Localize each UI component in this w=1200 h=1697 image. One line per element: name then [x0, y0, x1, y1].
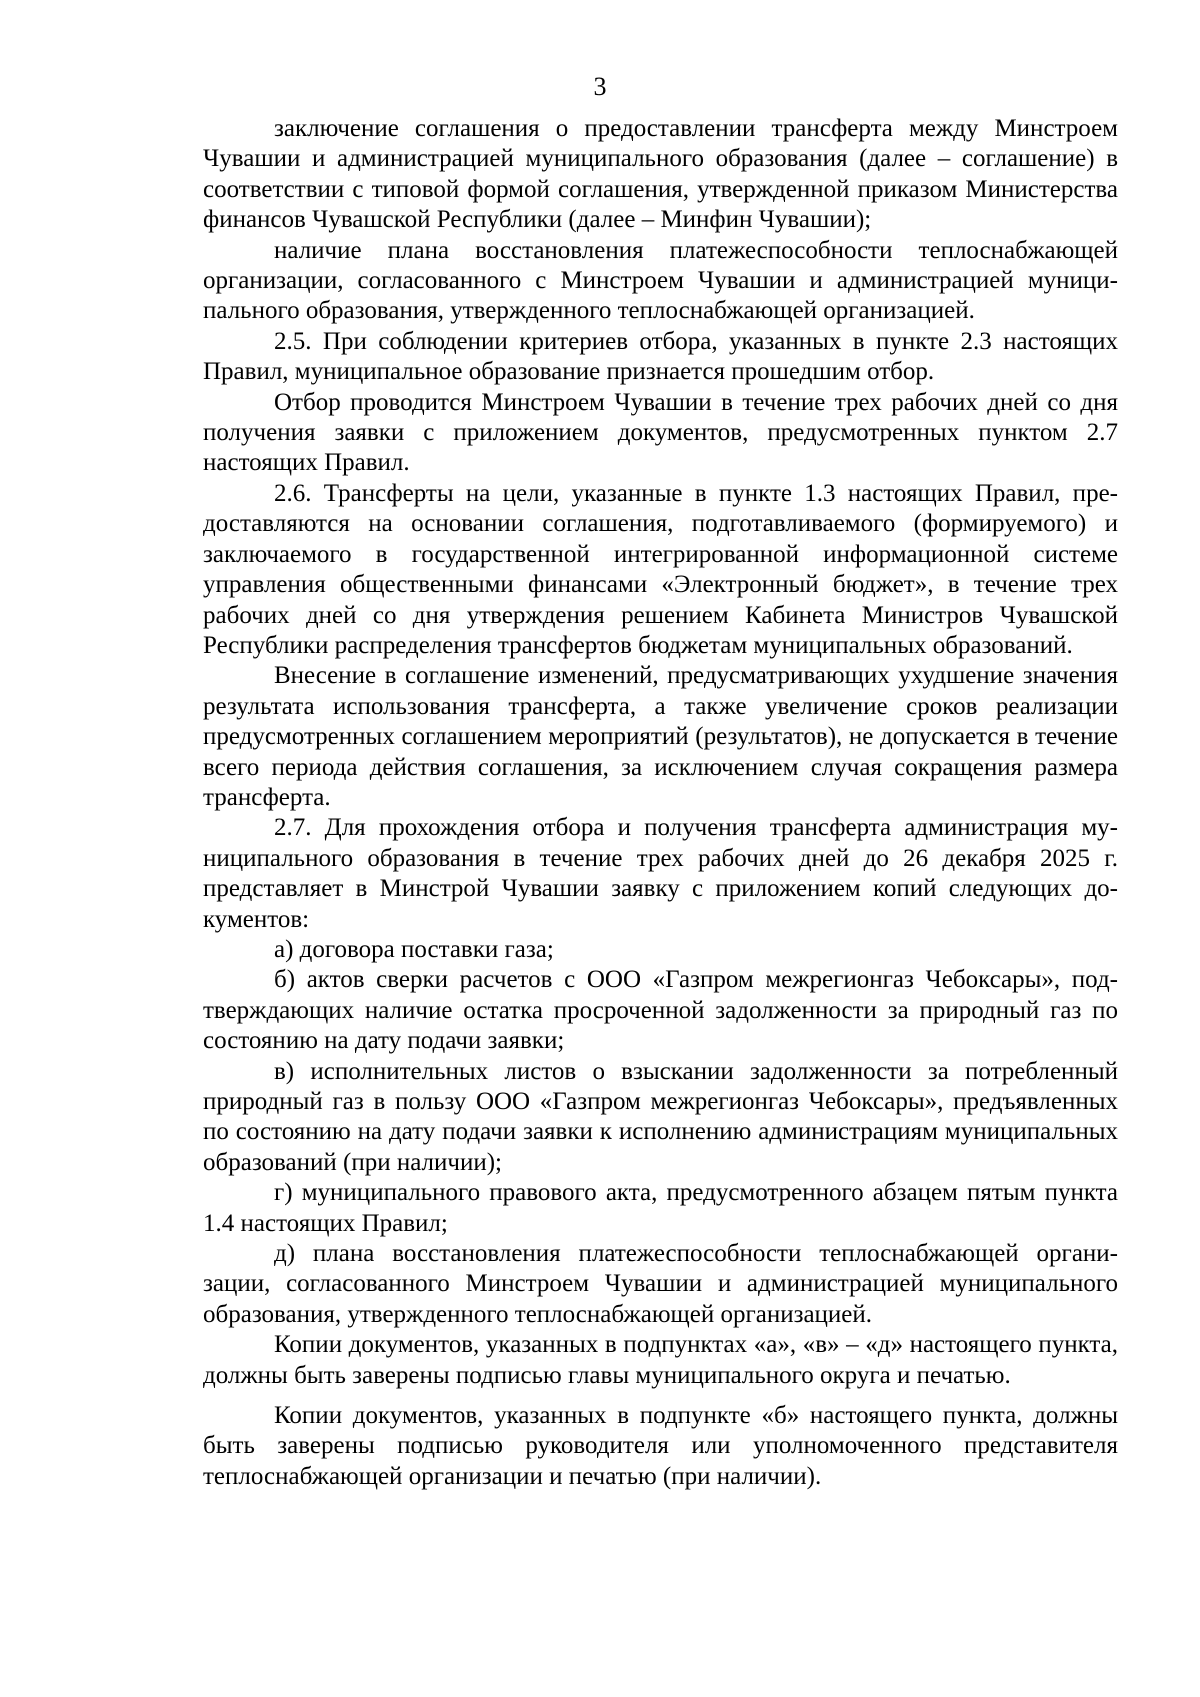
list-item: б) актов сверки расчетов с ООО «Газпром межрегионгаз Чебоксары», подтверждающих наличие остатка просроченной задолженности за природный газ по состоянию на дату подачи заявки; — [203, 966, 1118, 1055]
paragraph: заключение соглашения о предоставлении трансферта между Минстроем Чувашии и администрацией муниципального образования (далее – соглашение) в соответствии с типовой формой соглашения, утвержденной приказом Министерства финансов Чувашской Республики (далее – Минфин Чувашии); — [203, 115, 1118, 234]
page-number: 3 — [593, 72, 607, 101]
list-item: г) муниципального правового акта, предусмотренного абзацем пятым пункта 1.4 настоящих Правил; — [203, 1179, 1118, 1237]
list-item: а) договора поставки газа; — [274, 935, 554, 963]
paragraph: наличие плана восстановления платежеспособности теплоснабжающей организации, согласованного с Минстроем Чувашии и администрацией муниципального образования, утвержденного теплоснабжающей организацией. — [203, 236, 1118, 325]
document-body — [203, 114, 1118, 1492]
paragraph: Копии документов, указанных в подпунктах «а», «в» – «д» настоящего пункта, должны быть заверены подписью главы муниципального округа и печатью. — [203, 1331, 1118, 1389]
list-item: д) плана восстановления платежеспособности теплоснабжающей организации, согласованного Минстроем Чувашии и администрацией муниципального образования, утвержденного теплоснабжающей организацией. — [203, 1240, 1118, 1328]
paragraph: Копии документов, указанных в подпункте «б» настоящего пункта, должны быть заверены подписью руководителя или уполномоченного представителя теплоснабжающей организации и печатью (при наличии). — [203, 1402, 1118, 1490]
paragraph: 2.5. При соблюдении критериев отбора, указанных в пункте 2.3 настоящих Правил, муниципальное образование признается прошедшим отбор. — [203, 327, 1118, 386]
paragraph: Отбор проводится Минстроем Чувашии в течение трех рабочих дней со дня получения заявки с приложением документов, предусмотренных пунктом 2.7 настоящих Правил. — [203, 388, 1118, 477]
list-item: в) исполнительных листов о взыскании задолженности за потребленный природный газ в пользу ООО «Газпром межрегионгаз Чебоксары», предъявленных по состоянию на дату подачи заявки к исполнению администрациям муниципальных образований (при наличии); — [203, 1057, 1118, 1176]
paragraph: 2.7. Для прохождения отбора и получения трансферта администрация муниципального образования в течение трех рабочих дней до 26 декабря 2025 г. представляет в Минстрой Чувашии заявку с приложением копий следующих документов: — [203, 814, 1118, 933]
paragraph: 2.6. Трансферты на цели, указанные в пункте 1.3 настоящих Правил, предоставляются на основании соглашения, подготавливаемого (формируемого) и заключаемого в государственной интегрированной информационной системе управления общественными финансами «Электронный бюджет», в течение трех рабочих дней со дня утверждения решением Кабинета Министров Чувашской Республики распределения трансфертов бюджетам муниципальных образований. — [203, 479, 1118, 659]
paragraph: Внесение в соглашение изменений, предусматривающих ухудшение значения результата использования трансферта, а также увеличение сроков реализации предусмотренных соглашением мероприятий (результатов), не допускается в течение всего периода действия соглашения, за исключением случая сокращения размера трансферта. — [203, 662, 1118, 811]
